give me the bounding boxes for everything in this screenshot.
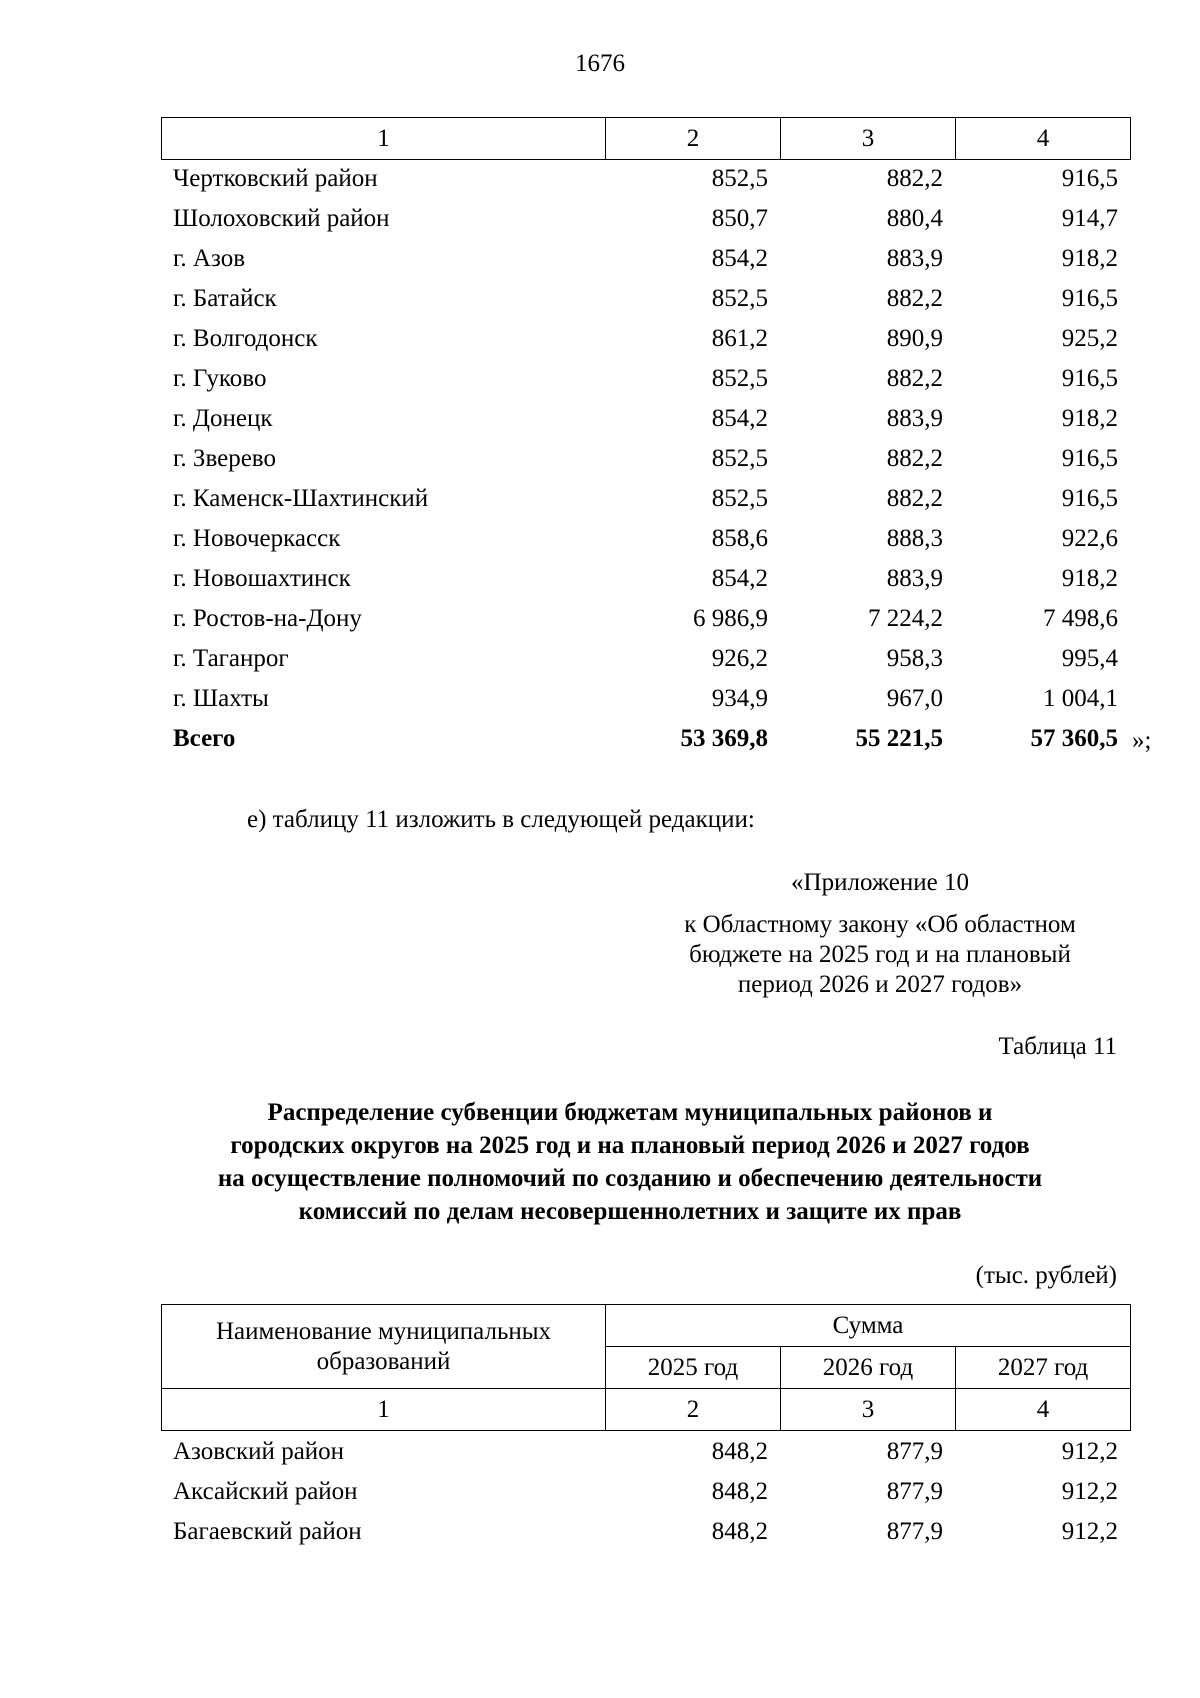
header-name: Наименование муниципальных образований	[162, 1305, 606, 1389]
value-2026: 958,3	[886, 645, 943, 672]
row-name: г. Гуково	[173, 365, 267, 392]
total-2027: 57 360,5	[1030, 725, 1118, 752]
table-row	[161, 239, 1130, 279]
appendix-reference	[640, 910, 1120, 1000]
col-number: 4	[956, 118, 1131, 160]
value-2027: 916,5	[1061, 165, 1118, 192]
value-2026: 883,9	[886, 565, 943, 592]
row-name: г. Волгодонск	[173, 325, 318, 352]
table-row	[161, 519, 1130, 559]
value-2027: 918,2	[1061, 405, 1118, 432]
value-2025: 852,5	[711, 485, 768, 512]
closing-quote-mark: »;	[1132, 727, 1152, 754]
units-label: (тыс. рублей)	[975, 1262, 1117, 1289]
total-2026: 55 221,5	[855, 725, 943, 752]
value-2027: 918,2	[1061, 565, 1118, 592]
row-name: г. Зверево	[173, 445, 276, 472]
top-table-body	[161, 159, 1130, 759]
value-2026: 882,2	[886, 445, 943, 472]
table-row	[161, 639, 1130, 679]
table-row	[161, 1472, 1130, 1512]
table-row	[161, 479, 1130, 519]
value-2025: 854,2	[711, 565, 768, 592]
value-2025: 861,2	[711, 325, 768, 352]
value-2027: 914,7	[1061, 205, 1118, 232]
value-2027: 912,2	[1061, 1478, 1118, 1505]
value-2027: 1 004,1	[1043, 685, 1118, 712]
value-2025: 852,5	[711, 285, 768, 312]
value-2026: 882,2	[886, 365, 943, 392]
row-name: г. Азов	[173, 245, 246, 272]
table-row	[161, 159, 1130, 199]
col-number: 4	[956, 1389, 1131, 1431]
page-number: 1676	[575, 50, 625, 77]
top-table-header	[161, 117, 1131, 160]
value-2025: 854,2	[711, 245, 768, 272]
row-name: г. Донецк	[173, 405, 273, 432]
value-2027: 916,5	[1061, 285, 1118, 312]
row-name: Аксайский район	[173, 1478, 358, 1505]
value-2025: 926,2	[711, 645, 768, 672]
row-name: г. Ростов-на-Дону	[173, 605, 362, 632]
title-line: комиссий по делам несовершеннолетних и защите их прав	[298, 1198, 962, 1225]
value-2026: 7 224,2	[868, 605, 943, 632]
table-row	[161, 1512, 1130, 1552]
header-sum: Сумма	[606, 1305, 1131, 1347]
value-2027: 922,6	[1061, 525, 1118, 552]
value-2026: 880,4	[886, 205, 943, 232]
table-row	[161, 359, 1130, 399]
value-2027: 912,2	[1061, 1438, 1118, 1465]
value-2027: 918,2	[1061, 245, 1118, 272]
value-2025: 852,5	[711, 165, 768, 192]
value-2026: 877,9	[886, 1438, 943, 1465]
table-row	[161, 199, 1130, 239]
title-line: на осуществление полномочий по созданию и обеспечению деятельности	[217, 1165, 1043, 1192]
amendment-instruction: е) таблицу 11 изложить в следующей редакции:	[247, 806, 755, 833]
value-2026: 888,3	[886, 525, 943, 552]
table-title	[130, 1096, 1130, 1228]
col-number: 3	[781, 1389, 956, 1431]
table-row	[161, 279, 1130, 319]
appendix-ref-line: к Областному закону «Об областном	[684, 911, 1076, 938]
value-2025: 858,6	[711, 525, 768, 552]
table-row	[161, 679, 1130, 719]
value-2025: 848,2	[711, 1438, 768, 1465]
value-2026: 882,2	[886, 485, 943, 512]
col-number: 2	[606, 1389, 781, 1431]
table-row	[161, 439, 1130, 479]
title-line: городских округов на 2025 год и на плановый период 2026 и 2027 годов	[230, 1132, 1030, 1159]
value-2027: 916,5	[1061, 445, 1118, 472]
value-2025: 850,7	[711, 205, 768, 232]
row-name: Чертковский район	[173, 165, 378, 192]
row-name: Багаевский район	[173, 1518, 362, 1545]
bottom-table-header	[161, 1304, 1131, 1431]
value-2027: 995,4	[1061, 645, 1118, 672]
value-2026: 877,9	[886, 1478, 943, 1505]
value-2025: 852,5	[711, 365, 768, 392]
value-2026: 877,9	[886, 1518, 943, 1545]
value-2026: 967,0	[886, 685, 943, 712]
row-name: г. Новошахтинск	[173, 565, 351, 592]
total-row	[161, 719, 1130, 759]
total-label: Всего	[173, 725, 236, 752]
appendix-number: «Приложение 10	[791, 869, 969, 896]
row-name: г. Батайск	[173, 285, 277, 312]
value-2027: 916,5	[1061, 485, 1118, 512]
appendix-ref-line: бюджете на 2025 год и на плановый	[689, 941, 1071, 968]
bottom-table-body	[161, 1432, 1130, 1552]
table-row	[161, 1432, 1130, 1472]
value-2027: 912,2	[1061, 1518, 1118, 1545]
col-number: 2	[606, 118, 781, 160]
row-name: г. Новочеркасск	[173, 525, 341, 552]
col-number: 1	[162, 118, 606, 160]
value-2026: 883,9	[886, 405, 943, 432]
table-row	[161, 319, 1130, 359]
value-2026: 882,2	[886, 285, 943, 312]
table-row	[161, 559, 1130, 599]
title-line: Распределение субвенции бюджетам муниципальных районов и	[267, 1099, 993, 1126]
table-row	[161, 599, 1130, 639]
value-2025: 852,5	[711, 445, 768, 472]
value-2025: 848,2	[711, 1478, 768, 1505]
table-number-label: Таблица 11	[998, 1033, 1117, 1060]
value-2026: 882,2	[886, 165, 943, 192]
total-2025: 53 369,8	[680, 725, 768, 752]
value-2025: 854,2	[711, 405, 768, 432]
value-2025: 848,2	[711, 1518, 768, 1545]
col-number: 3	[781, 118, 956, 160]
value-2027: 925,2	[1061, 325, 1118, 352]
table-row	[161, 399, 1130, 439]
row-name: г. Таганрог	[173, 645, 289, 672]
header-year-2025: 2025 год	[606, 1347, 781, 1389]
row-name: Шолоховский район	[173, 205, 390, 232]
row-name: г. Каменск-Шахтинский	[173, 485, 429, 512]
appendix-ref-line: период 2026 и 2027 годов»	[737, 971, 1023, 998]
value-2027: 7 498,6	[1043, 605, 1118, 632]
value-2025: 6 986,9	[693, 605, 768, 632]
value-2026: 890,9	[886, 325, 943, 352]
header-year-2027: 2027 год	[956, 1347, 1131, 1389]
value-2026: 883,9	[886, 245, 943, 272]
row-name: Азовский район	[173, 1438, 345, 1465]
row-name: г. Шахты	[173, 685, 269, 712]
value-2027: 916,5	[1061, 365, 1118, 392]
col-number: 1	[162, 1389, 606, 1431]
value-2025: 934,9	[711, 685, 768, 712]
header-year-2026: 2026 год	[781, 1347, 956, 1389]
